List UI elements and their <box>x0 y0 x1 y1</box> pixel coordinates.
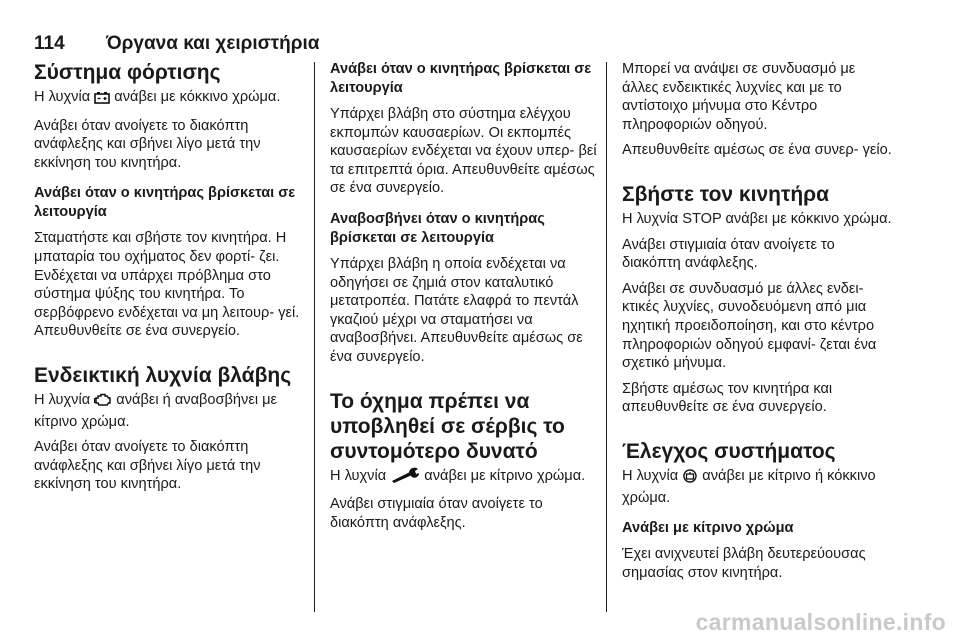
system-check-icon <box>682 469 698 489</box>
text: Η λυχνία <box>330 467 387 484</box>
paragraph: Υπάρχει βλάβη στο σύστημα ελέγχου εκπομπών καυσαερίων. Οι εκπομπές καυσαερίων ενδέχεται να έχουν υπερ‐ βεί τα επιτρεπτά όρια. Απευθυνθείτε αμέσως σε ένα συνεργείο. <box>330 106 597 197</box>
text: ανάβει με κίτρινο ή κόκκινο χρώμα. <box>622 467 876 506</box>
section-title-service-vehicle: Το όχημα πρέπει να υποβληθεί σε σέρβις το συντομότερο δυνατό <box>330 389 565 463</box>
paragraph: Υπάρχει βλάβη η οποία ενδέχεται να οδηγήσει σε ζημιά στον καταλυτικό μετατροπέα. Πατάτε ελαφρά το πεντάλ γκαζιού μέχρι να σταματήσει να αναβοσβήνει. Απευθυνθείτε αμέσως σε ένα συνεργείο. <box>330 255 583 365</box>
running-title: Όργανα και χειριστήρια <box>106 33 320 54</box>
paragraph: Ανάβει όταν ανοίγετε το διακόπτη ανάφλεξης και σβήνει λίγο μετά την εκκίνηση του κινητήρα. <box>34 117 261 171</box>
watermark: carmanualsonline.info <box>695 609 946 635</box>
paragraph: Η λυχνία STOP ανάβει με κόκκινο χρώμα. <box>622 210 892 227</box>
paragraph <box>622 467 894 507</box>
text: Η λυχνία <box>34 89 91 105</box>
section-title-system-check: Έλεγχος συστήματος <box>622 439 836 463</box>
text: Η λυχνία <box>622 467 679 484</box>
page-number: 114 <box>34 33 65 54</box>
paragraph: Σβήστε αμέσως τον κινητήρα και απευθυνθείτε σε ένα συνεργείο. <box>622 380 833 416</box>
wrench-icon <box>390 467 420 489</box>
column-divider <box>606 62 607 612</box>
column-divider <box>314 62 315 612</box>
section-title-stop-engine: Σβήστε τον κινητήρα <box>622 182 830 206</box>
paragraph: Ανάβει σε συνδυασμό με άλλες ενδει‐ κτικές λυχνίες, συνοδευόμενη από μια ηχητική προειδοποίηση, και στο κέντρο πληροφοριών οδηγού εμφανί‐ ζεται ένα σχετικό μήνυμα. <box>622 280 877 372</box>
text: ανάβει με κίτρινο χρώμα. <box>424 467 586 484</box>
paragraph: Έχει ανιχνευτεί βλάβη δευτερεύουσας σημασίας στον κινητήρα. <box>622 546 866 581</box>
section-title-charging-system: Σύστημα φόρτισης <box>34 61 221 84</box>
subsection-title: Ανάβει με κίτρινο χρώμα <box>622 520 794 537</box>
paragraph <box>34 391 306 431</box>
text: ανάβει ή αναβοσβήνει με κίτρινο χρώμα. <box>34 391 278 430</box>
text: ανάβει με κόκκινο χρώμα. <box>114 89 281 105</box>
column-3 <box>622 60 894 589</box>
column-1 <box>34 60 306 501</box>
paragraph: Απευθυνθείτε αμέσως σε ένα συνερ‐ γείο. <box>622 142 892 159</box>
paragraph <box>34 88 306 110</box>
section-title-malfunction-light: Ενδεικτική λυχνία βλάβης <box>34 363 292 387</box>
text: Η λυχνία <box>34 391 91 408</box>
paragraph: Ανάβει στιγμιαία όταν ανοίγετε το διακόπτη ανάφλεξης. <box>622 236 835 272</box>
page-header <box>0 0 960 58</box>
paragraph: Ανάβει όταν ανοίγετε το διακόπτη ανάφλεξης και σβήνει λίγο μετά την εκκίνηση του κινητήρα. <box>34 439 261 493</box>
engine-check-icon <box>94 393 112 413</box>
battery-icon <box>94 91 110 110</box>
column-2 <box>330 60 602 539</box>
subsection-title: Αναβοσβήνει όταν ο κινητήρας βρίσκεται σε λειτουργία <box>330 210 545 246</box>
paragraph: Σταματήστε και σβήστε τον κινητήρα. Η μπαταρία του οχήματος δεν φορτί‐ ζει. Ενδέχεται να υπάρχει πρόβλημα στο σύστημα ψύξης του κινητήρα. Το σερβόφρενο ενδέχεται να μη λειτουρ‐ γεί. Απευθυνθείτε σε ένα συνεργείο. <box>34 230 300 340</box>
paragraph: Μπορεί να ανάψει σε συνδυασμό με άλλες ενδεικτικές λυχνίες και με το αντίστοιχο μήνυμα στο Κέντρο πληροφοριών οδηγού. <box>622 61 856 133</box>
paragraph: Ανάβει στιγμιαία όταν ανοίγετε το διακόπτη ανάφλεξης. <box>330 496 543 531</box>
subsection-title: Ανάβει όταν ο κινητήρας βρίσκεται σε λειτουργία <box>34 185 296 221</box>
subsection-title: Ανάβει όταν ο κινητήρας βρίσκεται σε λειτουργία <box>330 61 592 96</box>
paragraph <box>330 467 602 489</box>
